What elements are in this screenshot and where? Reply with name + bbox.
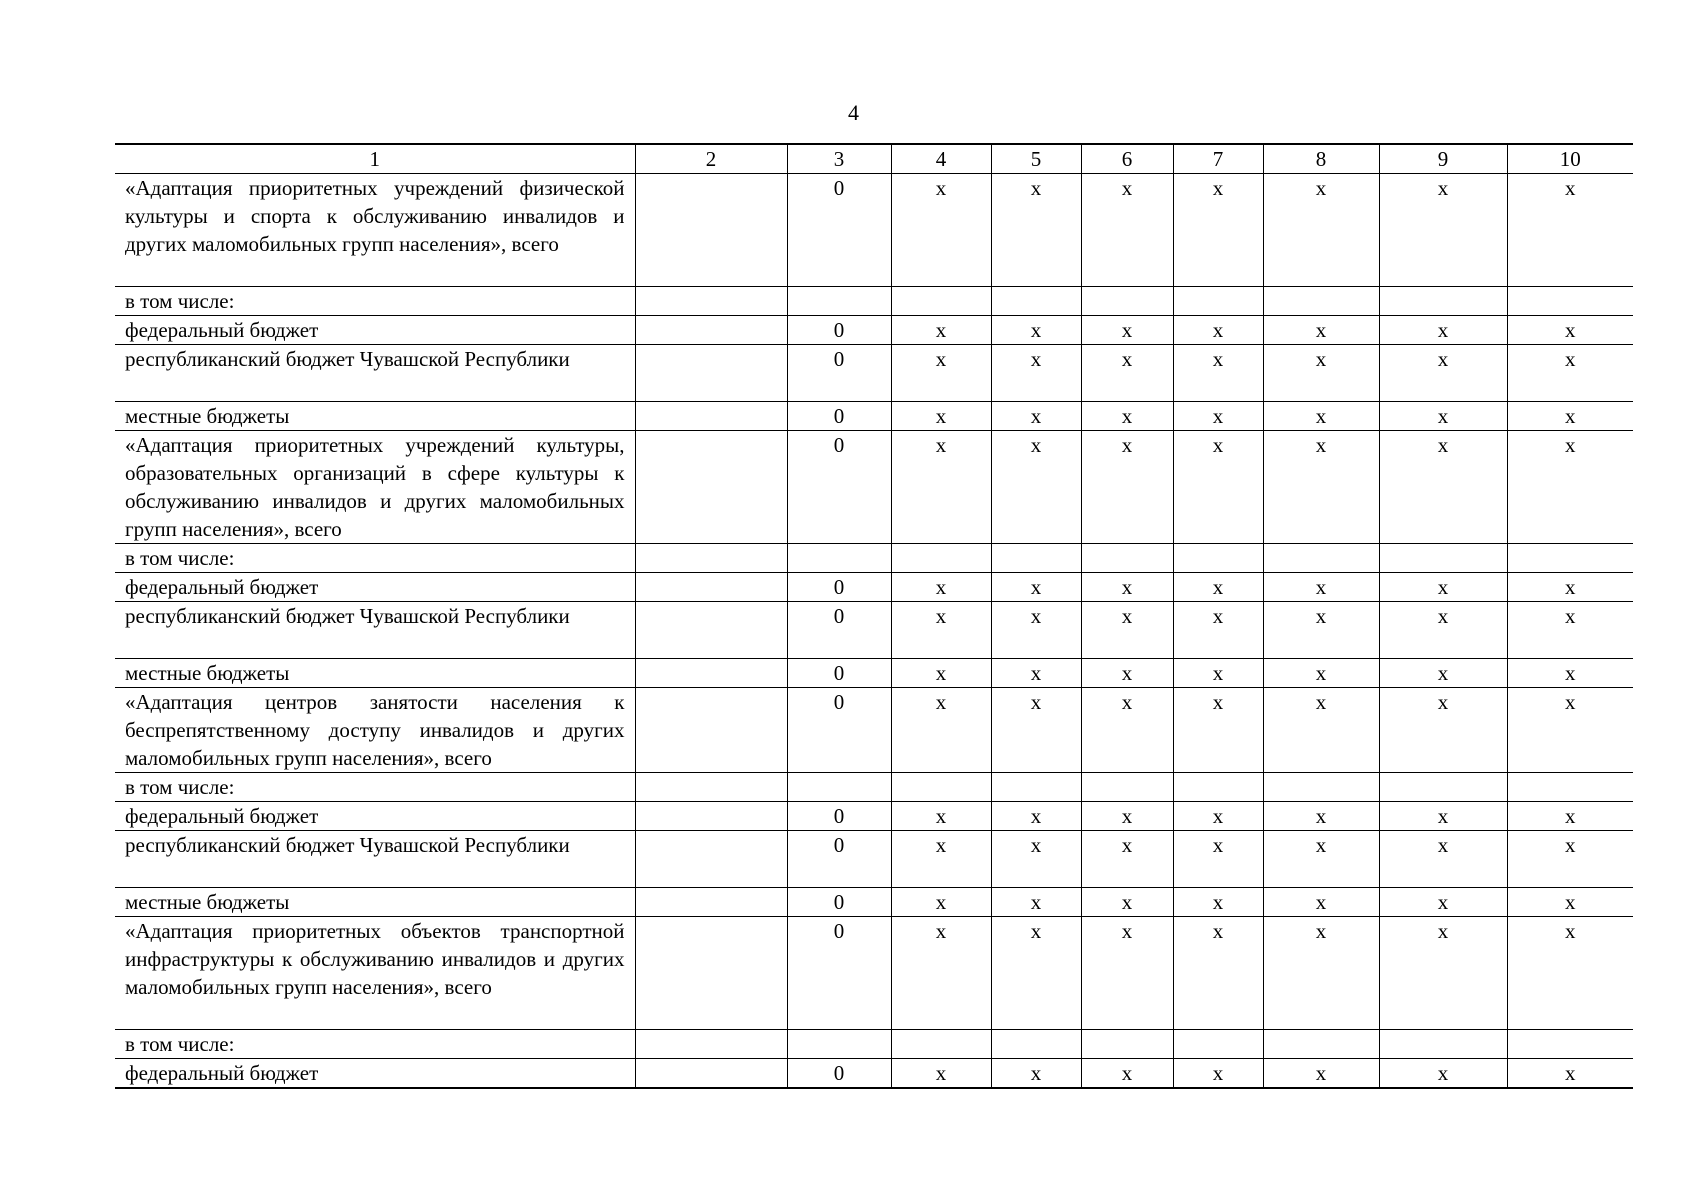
cell: х xyxy=(1081,573,1173,602)
cell: х xyxy=(1263,573,1379,602)
cell xyxy=(991,1030,1081,1059)
cell xyxy=(1263,287,1379,316)
cell: х xyxy=(1081,174,1173,287)
cell xyxy=(635,431,787,544)
cell: х xyxy=(891,174,991,287)
cell: х xyxy=(891,345,991,402)
cell: х xyxy=(1173,602,1263,659)
column-header: 7 xyxy=(1173,144,1263,174)
cell: х xyxy=(991,1059,1081,1089)
cell xyxy=(1081,773,1173,802)
cell: 0 xyxy=(787,888,891,917)
table-row xyxy=(115,345,1633,402)
cell: 0 xyxy=(787,174,891,287)
cell: х xyxy=(1173,174,1263,287)
cell xyxy=(1173,773,1263,802)
cell: х xyxy=(891,402,991,431)
page-number: 4 xyxy=(848,100,859,125)
table-row xyxy=(115,1030,1633,1059)
cell: х xyxy=(991,174,1081,287)
cell: х xyxy=(1081,602,1173,659)
cell xyxy=(635,802,787,831)
cell xyxy=(1379,287,1507,316)
table-row xyxy=(115,688,1633,773)
cell: х xyxy=(1263,1059,1379,1089)
cell: х xyxy=(1173,917,1263,1030)
cell: 0 xyxy=(787,431,891,544)
cell xyxy=(1081,544,1173,573)
cell xyxy=(635,688,787,773)
cell: 0 xyxy=(787,831,891,888)
cell: х xyxy=(1507,888,1633,917)
cell: х xyxy=(1081,802,1173,831)
cell: х xyxy=(1263,602,1379,659)
cell xyxy=(1507,287,1633,316)
cell: х xyxy=(991,602,1081,659)
cell: 0 xyxy=(787,688,891,773)
column-header: 6 xyxy=(1081,144,1173,174)
cell: х xyxy=(1379,316,1507,345)
table-row xyxy=(115,802,1633,831)
cell: х xyxy=(1507,1059,1633,1089)
cell: х xyxy=(1263,316,1379,345)
cell xyxy=(635,287,787,316)
column-header: 1 xyxy=(115,144,635,174)
table-row xyxy=(115,773,1633,802)
cell: х xyxy=(1507,402,1633,431)
cell xyxy=(787,773,891,802)
cell xyxy=(991,287,1081,316)
cell: х xyxy=(1081,345,1173,402)
cell: х xyxy=(1173,831,1263,888)
cell xyxy=(635,831,787,888)
column-header: 8 xyxy=(1263,144,1379,174)
cell: х xyxy=(1379,888,1507,917)
cell: х xyxy=(1263,174,1379,287)
cell xyxy=(1173,544,1263,573)
table-row xyxy=(115,831,1633,888)
cell: х xyxy=(891,316,991,345)
cell: 0 xyxy=(787,1059,891,1089)
cell xyxy=(991,773,1081,802)
cell: х xyxy=(1173,1059,1263,1089)
cell xyxy=(891,1030,991,1059)
table-row xyxy=(115,402,1633,431)
cell: х xyxy=(1507,602,1633,659)
cell: х xyxy=(1173,402,1263,431)
cell: х xyxy=(891,802,991,831)
cell: х xyxy=(1379,602,1507,659)
cell: х xyxy=(1081,316,1173,345)
cell: х xyxy=(1173,345,1263,402)
column-header: 2 xyxy=(635,144,787,174)
cell: х xyxy=(1173,659,1263,688)
row-name: «Адаптация приоритетных объектов транспортной инфраструктуры к обслуживанию инвалидов и других маломобильных групп населения», всего xyxy=(115,917,635,1030)
table-row xyxy=(115,888,1633,917)
cell: х xyxy=(1379,659,1507,688)
cell xyxy=(635,402,787,431)
row-name: федеральный бюджет xyxy=(115,802,635,831)
table-row xyxy=(115,602,1633,659)
cell: х xyxy=(891,917,991,1030)
cell: х xyxy=(991,688,1081,773)
column-header: 10 xyxy=(1507,144,1633,174)
cell xyxy=(635,1059,787,1089)
cell: х xyxy=(891,659,991,688)
table-row xyxy=(115,1059,1633,1089)
cell: х xyxy=(1081,1059,1173,1089)
row-name: в том числе: xyxy=(115,1030,635,1059)
cell xyxy=(635,316,787,345)
row-name: республиканский бюджет Чувашской Республики xyxy=(115,831,635,888)
cell xyxy=(891,287,991,316)
cell xyxy=(635,573,787,602)
cell: х xyxy=(1379,917,1507,1030)
row-name: местные бюджеты xyxy=(115,888,635,917)
cell: х xyxy=(1507,431,1633,544)
cell: х xyxy=(991,802,1081,831)
cell: х xyxy=(891,573,991,602)
cell xyxy=(1263,1030,1379,1059)
column-header: 4 xyxy=(891,144,991,174)
cell xyxy=(1173,1030,1263,1059)
table-row xyxy=(115,431,1633,544)
budget-table xyxy=(115,143,1633,1089)
column-header: 3 xyxy=(787,144,891,174)
row-name: местные бюджеты xyxy=(115,659,635,688)
cell: 0 xyxy=(787,659,891,688)
cell: х xyxy=(991,831,1081,888)
cell: х xyxy=(1507,174,1633,287)
cell xyxy=(1507,773,1633,802)
cell: х xyxy=(1507,831,1633,888)
cell: х xyxy=(1507,802,1633,831)
cell xyxy=(1081,287,1173,316)
row-name: республиканский бюджет Чувашской Республики xyxy=(115,602,635,659)
table-row xyxy=(115,316,1633,345)
cell xyxy=(1173,287,1263,316)
table-row xyxy=(115,174,1633,287)
cell xyxy=(1081,1030,1173,1059)
cell xyxy=(635,773,787,802)
row-name: в том числе: xyxy=(115,287,635,316)
cell: х xyxy=(1379,431,1507,544)
cell: х xyxy=(1081,431,1173,544)
cell: х xyxy=(1507,345,1633,402)
cell: х xyxy=(891,831,991,888)
cell: х xyxy=(1173,431,1263,544)
cell: х xyxy=(1173,688,1263,773)
cell xyxy=(787,287,891,316)
cell xyxy=(1263,544,1379,573)
cell: 0 xyxy=(787,573,891,602)
cell: х xyxy=(1379,174,1507,287)
cell: х xyxy=(1379,688,1507,773)
cell: х xyxy=(1081,888,1173,917)
cell xyxy=(635,602,787,659)
cell xyxy=(635,659,787,688)
cell xyxy=(635,544,787,573)
cell xyxy=(635,888,787,917)
cell: х xyxy=(991,573,1081,602)
table-row xyxy=(115,573,1633,602)
cell xyxy=(991,544,1081,573)
cell: х xyxy=(991,431,1081,544)
table-header-row xyxy=(115,144,1633,174)
cell: х xyxy=(1507,573,1633,602)
row-name: федеральный бюджет xyxy=(115,316,635,345)
cell: х xyxy=(1263,917,1379,1030)
row-name: «Адаптация приоритетных учреждений физической культуры и спорта к обслуживанию инвалидов и других маломобильных групп населения», всего xyxy=(115,174,635,287)
cell xyxy=(891,544,991,573)
cell: х xyxy=(1263,659,1379,688)
cell: х xyxy=(891,688,991,773)
cell xyxy=(787,1030,891,1059)
cell xyxy=(787,544,891,573)
cell: 0 xyxy=(787,802,891,831)
cell: х xyxy=(1379,345,1507,402)
cell: х xyxy=(1081,831,1173,888)
cell: х xyxy=(891,888,991,917)
table-row xyxy=(115,287,1633,316)
cell: х xyxy=(1379,573,1507,602)
cell: х xyxy=(1263,688,1379,773)
table-row xyxy=(115,659,1633,688)
cell: х xyxy=(991,316,1081,345)
cell: х xyxy=(1263,802,1379,831)
row-name: республиканский бюджет Чувашской Республики xyxy=(115,345,635,402)
row-name: в том числе: xyxy=(115,544,635,573)
cell xyxy=(1507,1030,1633,1059)
cell: х xyxy=(1081,688,1173,773)
cell: х xyxy=(1379,1059,1507,1089)
cell: 0 xyxy=(787,402,891,431)
cell: х xyxy=(1173,802,1263,831)
cell: х xyxy=(1173,573,1263,602)
cell: х xyxy=(1263,888,1379,917)
cell xyxy=(891,773,991,802)
cell xyxy=(635,1030,787,1059)
cell: х xyxy=(991,659,1081,688)
cell: х xyxy=(991,917,1081,1030)
cell: х xyxy=(1081,402,1173,431)
cell xyxy=(1379,1030,1507,1059)
cell: х xyxy=(991,402,1081,431)
cell: х xyxy=(1379,802,1507,831)
cell: 0 xyxy=(787,917,891,1030)
cell: х xyxy=(1507,917,1633,1030)
cell: х xyxy=(1263,345,1379,402)
row-name: в том числе: xyxy=(115,773,635,802)
cell: х xyxy=(1379,831,1507,888)
column-header: 9 xyxy=(1379,144,1507,174)
row-name: «Адаптация центров занятости населения к беспрепятственному доступу инвалидов и других маломобильных групп населения», всего xyxy=(115,688,635,773)
table-row xyxy=(115,544,1633,573)
cell: 0 xyxy=(787,602,891,659)
cell: х xyxy=(991,345,1081,402)
cell xyxy=(635,345,787,402)
cell: х xyxy=(1263,831,1379,888)
cell: 0 xyxy=(787,345,891,402)
cell: х xyxy=(1173,316,1263,345)
cell: х xyxy=(1173,888,1263,917)
cell xyxy=(1379,773,1507,802)
cell: х xyxy=(1263,402,1379,431)
cell: х xyxy=(991,888,1081,917)
cell: х xyxy=(891,1059,991,1089)
table-row xyxy=(115,917,1633,1030)
cell: х xyxy=(891,602,991,659)
row-name: федеральный бюджет xyxy=(115,1059,635,1089)
row-name: «Адаптация приоритетных учреждений культуры, образовательных организаций в сфере культуры к обслуживанию инвалидов и других маломобильных групп населения», всего xyxy=(115,431,635,544)
row-name: местные бюджеты xyxy=(115,402,635,431)
cell: х xyxy=(1507,316,1633,345)
cell: х xyxy=(1379,402,1507,431)
cell: х xyxy=(1507,659,1633,688)
cell: х xyxy=(1263,431,1379,544)
cell xyxy=(1263,773,1379,802)
cell xyxy=(635,174,787,287)
cell xyxy=(1507,544,1633,573)
cell: х xyxy=(1081,659,1173,688)
cell: х xyxy=(1507,688,1633,773)
cell: 0 xyxy=(787,316,891,345)
row-name: федеральный бюджет xyxy=(115,573,635,602)
cell: х xyxy=(891,431,991,544)
cell xyxy=(1379,544,1507,573)
cell: х xyxy=(1081,917,1173,1030)
column-header: 5 xyxy=(991,144,1081,174)
cell xyxy=(635,917,787,1030)
